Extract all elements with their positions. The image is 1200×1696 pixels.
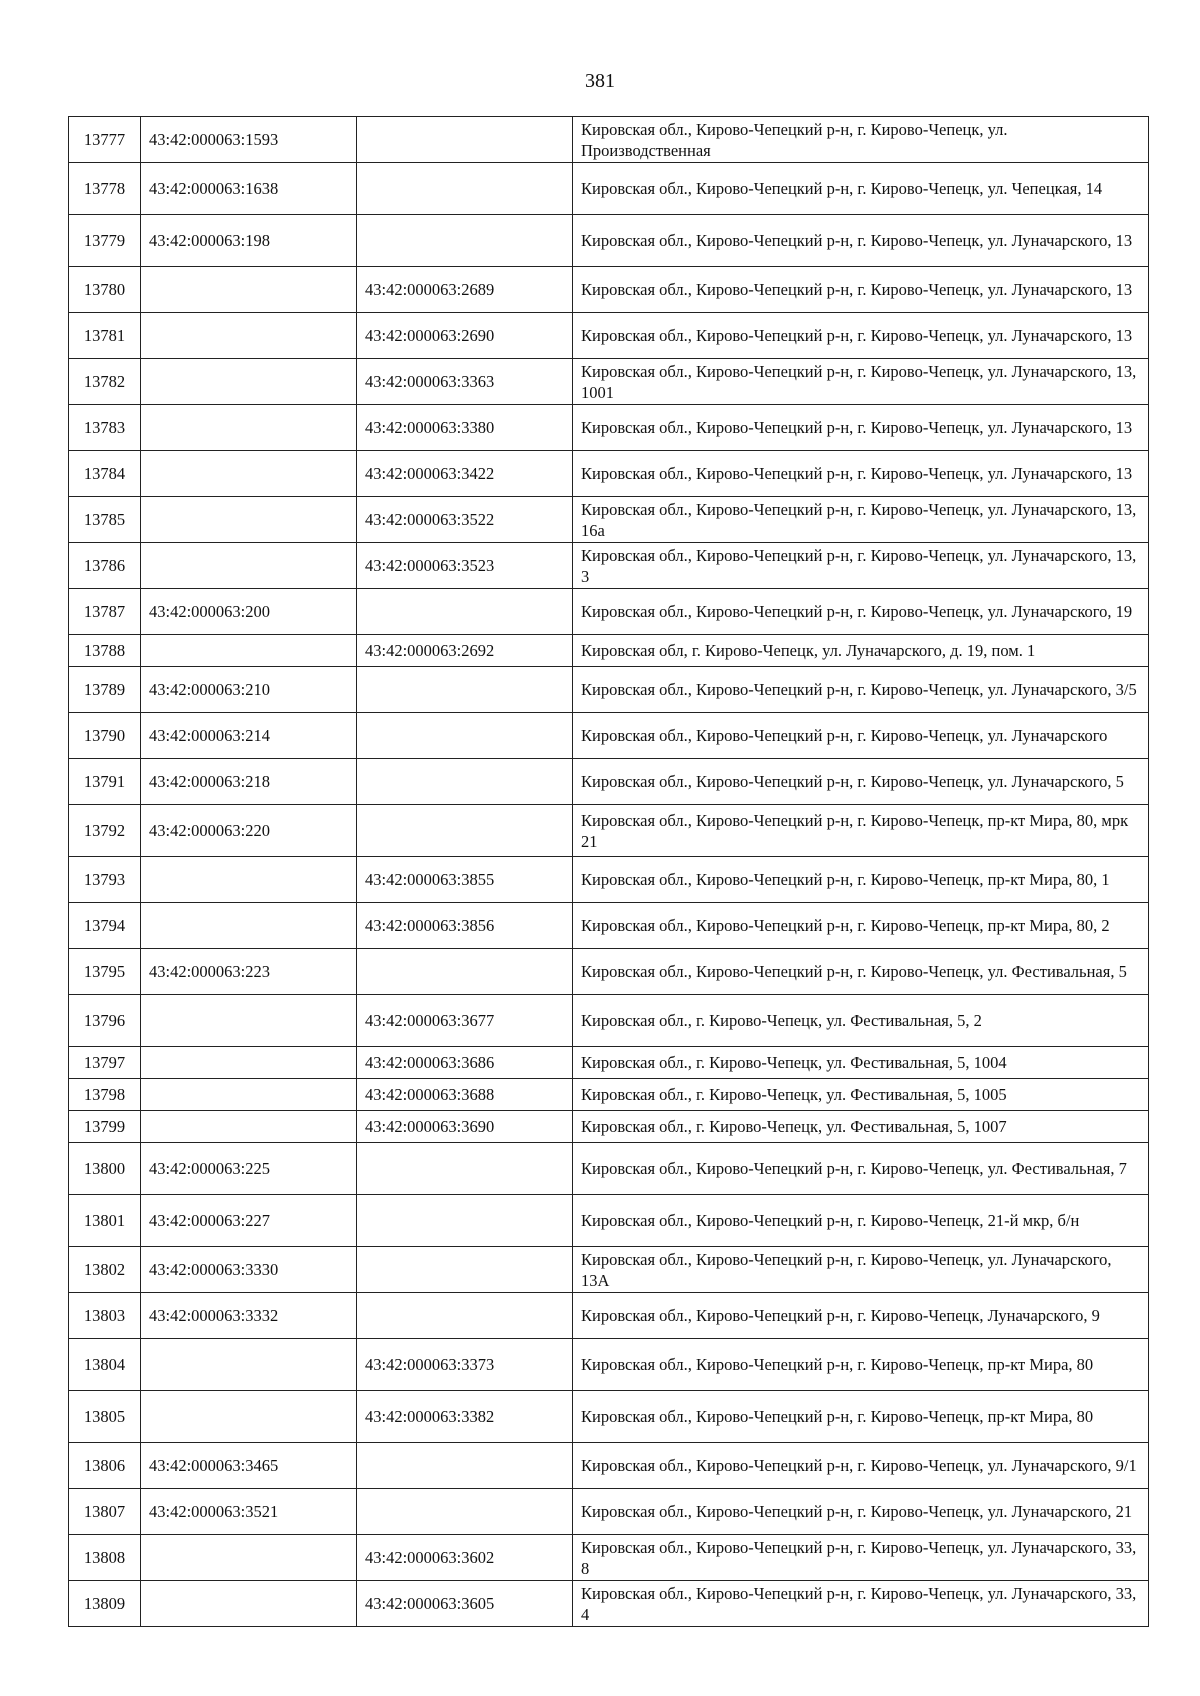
address-cell: Кировская обл., Кирово-Чепецкий р-н, г. Кирово-Чепецк, ул. Луначарского, 13, 3 (573, 543, 1149, 589)
row-number-cell: 13777 (69, 117, 141, 163)
table-row (69, 1391, 1149, 1443)
address-cell: Кировская обл., Кирово-Чепецкий р-н, г. Кирово-Чепецк, ул. Луначарского, 5 (573, 759, 1149, 805)
row-number-cell: 13779 (69, 215, 141, 267)
cadastral-number-cell (141, 451, 357, 497)
building-number-cell: 43:42:000063:2689 (357, 267, 573, 313)
table-row (69, 1047, 1149, 1079)
building-number-cell (357, 1443, 573, 1489)
cadastral-number-cell: 43:42:000063:3465 (141, 1443, 357, 1489)
table-row (69, 667, 1149, 713)
row-number-cell: 13805 (69, 1391, 141, 1443)
table-row (69, 1247, 1149, 1293)
cadastral-number-cell: 43:42:000063:218 (141, 759, 357, 805)
cadastral-number-cell: 43:42:000063:223 (141, 949, 357, 995)
table-row (69, 359, 1149, 405)
row-number-cell: 13782 (69, 359, 141, 405)
row-number-cell: 13780 (69, 267, 141, 313)
table-row (69, 903, 1149, 949)
building-number-cell (357, 805, 573, 857)
cadastral-number-cell: 43:42:000063:1593 (141, 117, 357, 163)
building-number-cell (357, 1247, 573, 1293)
cadastral-number-cell (141, 313, 357, 359)
registry-table (68, 116, 1149, 1627)
building-number-cell (357, 667, 573, 713)
table-row (69, 497, 1149, 543)
table-row (69, 1443, 1149, 1489)
building-number-cell: 43:42:000063:3690 (357, 1111, 573, 1143)
row-number-cell: 13795 (69, 949, 141, 995)
building-number-cell: 43:42:000063:3380 (357, 405, 573, 451)
row-number-cell: 13797 (69, 1047, 141, 1079)
row-number-cell: 13784 (69, 451, 141, 497)
building-number-cell: 43:42:000063:3688 (357, 1079, 573, 1111)
cadastral-number-cell: 43:42:000063:3521 (141, 1489, 357, 1535)
building-number-cell (357, 1195, 573, 1247)
building-number-cell (357, 1489, 573, 1535)
building-number-cell (357, 759, 573, 805)
cadastral-number-cell (141, 903, 357, 949)
cadastral-number-cell (141, 497, 357, 543)
address-cell: Кировская обл., Кирово-Чепецкий р-н, г. Кирово-Чепецк, ул. Луначарского, 13 (573, 451, 1149, 497)
building-number-cell (357, 949, 573, 995)
table-row (69, 857, 1149, 903)
table-row (69, 405, 1149, 451)
address-cell: Кировская обл., Кирово-Чепецкий р-н, г. Кирово-Чепецк, ул. Луначарского, 13 (573, 215, 1149, 267)
building-number-cell (357, 589, 573, 635)
cadastral-number-cell: 43:42:000063:220 (141, 805, 357, 857)
table-row (69, 1079, 1149, 1111)
address-cell: Кировская обл., Кирово-Чепецкий р-н, г. Кирово-Чепецк, пр-кт Мира, 80, мрк 21 (573, 805, 1149, 857)
table-row (69, 163, 1149, 215)
cadastral-number-cell: 43:42:000063:3332 (141, 1293, 357, 1339)
address-cell: Кировская обл., Кирово-Чепецкий р-н, г. Кирово-Чепецк, ул. Луначарского, 9/1 (573, 1443, 1149, 1489)
row-number-cell: 13788 (69, 635, 141, 667)
table-row (69, 1195, 1149, 1247)
address-cell: Кировская обл, г. Кирово-Чепецк, ул. Луначарского, д. 19, пом. 1 (573, 635, 1149, 667)
row-number-cell: 13803 (69, 1293, 141, 1339)
building-number-cell (357, 713, 573, 759)
row-number-cell: 13798 (69, 1079, 141, 1111)
address-cell: Кировская обл., Кирово-Чепецкий р-н, г. Кирово-Чепецк, 21-й мкр, б/н (573, 1195, 1149, 1247)
cadastral-number-cell: 43:42:000063:210 (141, 667, 357, 713)
row-number-cell: 13786 (69, 543, 141, 589)
row-number-cell: 13785 (69, 497, 141, 543)
address-cell: Кировская обл., г. Кирово-Чепецк, ул. Фестивальная, 5, 1005 (573, 1079, 1149, 1111)
cadastral-number-cell (141, 359, 357, 405)
address-cell: Кировская обл., Кирово-Чепецкий р-н, г. Кирово-Чепецк, пр-кт Мира, 80 (573, 1339, 1149, 1391)
address-cell: Кировская обл., Кирово-Чепецкий р-н, г. Кирово-Чепецк, ул. Луначарского, 13 (573, 405, 1149, 451)
address-cell: Кировская обл., Кирово-Чепецкий р-н, г. Кирово-Чепецк, ул. Чепецкая, 14 (573, 163, 1149, 215)
table-row (69, 949, 1149, 995)
building-number-cell (357, 163, 573, 215)
row-number-cell: 13787 (69, 589, 141, 635)
table-row (69, 589, 1149, 635)
address-cell: Кировская обл., Кирово-Чепецкий р-н, г. Кирово-Чепецк, ул. Луначарского, 3/5 (573, 667, 1149, 713)
cadastral-number-cell (141, 1535, 357, 1581)
address-cell: Кировская обл., Кирово-Чепецкий р-н, г. Кирово-Чепецк, ул. Луначарского, 33, 4 (573, 1581, 1149, 1627)
address-cell: Кировская обл., Кирово-Чепецкий р-н, г. Кирово-Чепецк, ул. Луначарского, 13, 1001 (573, 359, 1149, 405)
cadastral-number-cell (141, 267, 357, 313)
table-row (69, 759, 1149, 805)
row-number-cell: 13781 (69, 313, 141, 359)
cadastral-number-cell: 43:42:000063:198 (141, 215, 357, 267)
table-row (69, 1293, 1149, 1339)
address-cell: Кировская обл., Кирово-Чепецкий р-н, г. Кирово-Чепецк, пр-кт Мира, 80, 2 (573, 903, 1149, 949)
table-row (69, 995, 1149, 1047)
table-row (69, 1339, 1149, 1391)
cadastral-number-cell: 43:42:000063:3330 (141, 1247, 357, 1293)
address-cell: Кировская обл., Кирово-Чепецкий р-н, г. Кирово-Чепецк, ул. Луначарского, 13 (573, 267, 1149, 313)
address-cell: Кировская обл., Кирово-Чепецкий р-н, г. Кирово-Чепецк, ул. Фестивальная, 5 (573, 949, 1149, 995)
building-number-cell: 43:42:000063:3522 (357, 497, 573, 543)
cadastral-number-cell: 43:42:000063:1638 (141, 163, 357, 215)
row-number-cell: 13791 (69, 759, 141, 805)
row-number-cell: 13783 (69, 405, 141, 451)
row-number-cell: 13801 (69, 1195, 141, 1247)
cadastral-number-cell: 43:42:000063:225 (141, 1143, 357, 1195)
page-number: 381 (585, 70, 615, 92)
address-cell: Кировская обл., Кирово-Чепецкий р-н, г. Кирово-Чепецк, ул. Луначарского, 19 (573, 589, 1149, 635)
cadastral-number-cell (141, 635, 357, 667)
row-number-cell: 13799 (69, 1111, 141, 1143)
table-row (69, 1535, 1149, 1581)
cadastral-number-cell (141, 857, 357, 903)
row-number-cell: 13804 (69, 1339, 141, 1391)
row-number-cell: 13793 (69, 857, 141, 903)
table-row (69, 1489, 1149, 1535)
cadastral-number-cell (141, 1581, 357, 1627)
address-cell: Кировская обл., Кирово-Чепецкий р-н, г. Кирово-Чепецк, ул. Луначарского, 13 (573, 313, 1149, 359)
table-row (69, 543, 1149, 589)
building-number-cell: 43:42:000063:2690 (357, 313, 573, 359)
row-number-cell: 13806 (69, 1443, 141, 1489)
building-number-cell: 43:42:000063:2692 (357, 635, 573, 667)
row-number-cell: 13794 (69, 903, 141, 949)
building-number-cell: 43:42:000063:3373 (357, 1339, 573, 1391)
building-number-cell: 43:42:000063:3677 (357, 995, 573, 1047)
building-number-cell: 43:42:000063:3382 (357, 1391, 573, 1443)
cadastral-number-cell (141, 1079, 357, 1111)
cadastral-number-cell (141, 1391, 357, 1443)
row-number-cell: 13790 (69, 713, 141, 759)
cadastral-number-cell (141, 405, 357, 451)
building-number-cell (357, 1293, 573, 1339)
table-row (69, 451, 1149, 497)
row-number-cell: 13802 (69, 1247, 141, 1293)
address-cell: Кировская обл., Кирово-Чепецкий р-н, г. Кирово-Чепецк, ул. Фестивальная, 7 (573, 1143, 1149, 1195)
building-number-cell (357, 215, 573, 267)
address-cell: Кировская обл., Кирово-Чепецкий р-н, г. Кирово-Чепецк, ул. Луначарского (573, 713, 1149, 759)
address-cell: Кировская обл., г. Кирово-Чепецк, ул. Фестивальная, 5, 1007 (573, 1111, 1149, 1143)
address-cell: Кировская обл., Кирово-Чепецкий р-н, г. Кирово-Чепецк, Луначарского, 9 (573, 1293, 1149, 1339)
table-row (69, 215, 1149, 267)
table-row (69, 1111, 1149, 1143)
table-row (69, 1143, 1149, 1195)
address-cell: Кировская обл., Кирово-Чепецкий р-н, г. Кирово-Чепецк, ул. Луначарского, 13А (573, 1247, 1149, 1293)
address-cell: Кировская обл., Кирово-Чепецкий р-н, г. Кирово-Чепецк, ул. Луначарского, 21 (573, 1489, 1149, 1535)
cadastral-number-cell: 43:42:000063:200 (141, 589, 357, 635)
address-cell: Кировская обл., Кирово-Чепецкий р-н, г. Кирово-Чепецк, пр-кт Мира, 80, 1 (573, 857, 1149, 903)
address-cell: Кировская обл., г. Кирово-Чепецк, ул. Фестивальная, 5, 2 (573, 995, 1149, 1047)
cadastral-number-cell: 43:42:000063:214 (141, 713, 357, 759)
building-number-cell: 43:42:000063:3422 (357, 451, 573, 497)
address-cell: Кировская обл., Кирово-Чепецкий р-н, г. Кирово-Чепецк, ул. Производственная (573, 117, 1149, 163)
address-cell: Кировская обл., Кирово-Чепецкий р-н, г. Кирово-Чепецк, ул. Луначарского, 33, 8 (573, 1535, 1149, 1581)
building-number-cell: 43:42:000063:3605 (357, 1581, 573, 1627)
building-number-cell: 43:42:000063:3523 (357, 543, 573, 589)
cadastral-number-cell (141, 1047, 357, 1079)
building-number-cell: 43:42:000063:3602 (357, 1535, 573, 1581)
cadastral-number-cell (141, 1111, 357, 1143)
row-number-cell: 13796 (69, 995, 141, 1047)
table-row (69, 635, 1149, 667)
row-number-cell: 13807 (69, 1489, 141, 1535)
cadastral-number-cell (141, 1339, 357, 1391)
row-number-cell: 13778 (69, 163, 141, 215)
table-row (69, 313, 1149, 359)
building-number-cell: 43:42:000063:3855 (357, 857, 573, 903)
cadastral-number-cell (141, 543, 357, 589)
table-row (69, 117, 1149, 163)
building-number-cell: 43:42:000063:3856 (357, 903, 573, 949)
row-number-cell: 13808 (69, 1535, 141, 1581)
table-row (69, 713, 1149, 759)
row-number-cell: 13792 (69, 805, 141, 857)
building-number-cell: 43:42:000063:3363 (357, 359, 573, 405)
address-cell: Кировская обл., г. Кирово-Чепецк, ул. Фестивальная, 5, 1004 (573, 1047, 1149, 1079)
row-number-cell: 13789 (69, 667, 141, 713)
table-row (69, 267, 1149, 313)
building-number-cell (357, 117, 573, 163)
building-number-cell: 43:42:000063:3686 (357, 1047, 573, 1079)
table-row (69, 1581, 1149, 1627)
building-number-cell (357, 1143, 573, 1195)
address-cell: Кировская обл., Кирово-Чепецкий р-н, г. Кирово-Чепецк, пр-кт Мира, 80 (573, 1391, 1149, 1443)
cadastral-number-cell (141, 995, 357, 1047)
row-number-cell: 13809 (69, 1581, 141, 1627)
registry-table-body (69, 117, 1149, 1627)
cadastral-number-cell: 43:42:000063:227 (141, 1195, 357, 1247)
row-number-cell: 13800 (69, 1143, 141, 1195)
address-cell: Кировская обл., Кирово-Чепецкий р-н, г. Кирово-Чепецк, ул. Луначарского, 13, 16а (573, 497, 1149, 543)
table-row (69, 805, 1149, 857)
